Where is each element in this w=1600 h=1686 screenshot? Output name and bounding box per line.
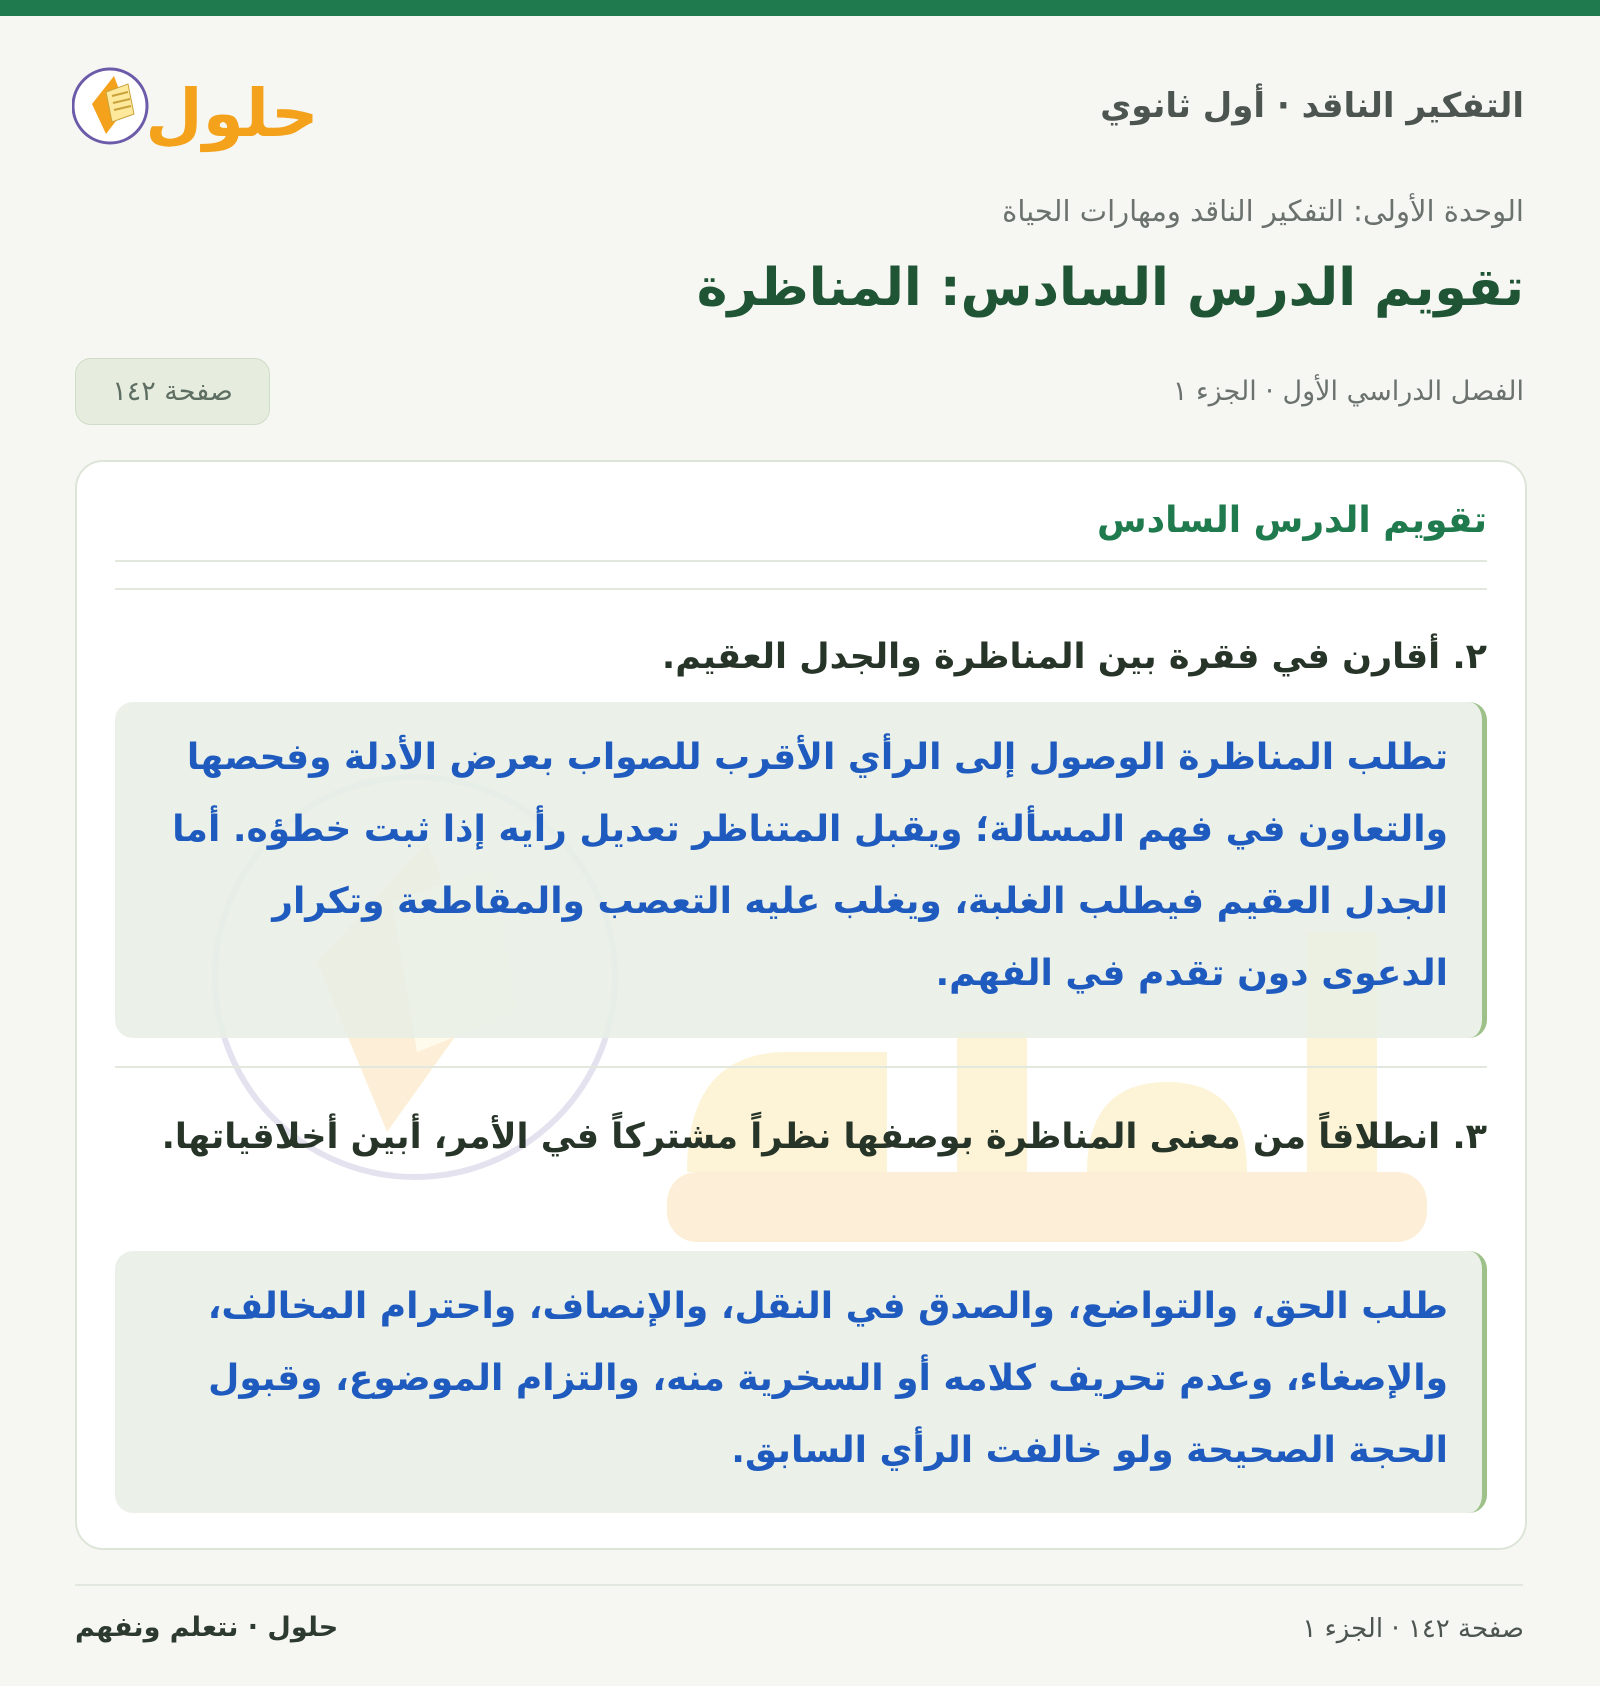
lesson-review-card (75, 460, 1527, 1550)
answer-2: تطلب المناظرة الوصول إلى الرأي الأقرب للصواب بعرض الأدلة وفحصها والتعاون في فهم المسألة؛ ويقبل المتناظر تعديل رأيه إذا ثبت خطؤه. أما الجدل العقيم فيطلب الغلبة، ويغلب عليه التعصب والمقاطعة وتكرار الدعوى دون تقدم في الفهم. (115, 702, 1487, 1038)
course-title: التفكير الناقد · أول ثانوي (1100, 86, 1524, 126)
footer-divider (75, 1584, 1523, 1586)
page-title: تقويم الدرس السادس: المناظرة (696, 258, 1524, 318)
brand-logo (72, 48, 340, 160)
card-title: تقويم الدرس السادس (1096, 500, 1487, 541)
question-2: ٢. أقارن في فقرة بين المناظرة والجدل العقيم. (661, 637, 1487, 677)
semester-info: الفصل الدراسي الأول · الجزء ١ (1172, 376, 1524, 407)
page-number-badge: صفحة ١٤٢ (75, 358, 270, 425)
question-3: ٣. انطلاقاً من معنى المناظرة بوصفها نظراً مشتركاً في الأمر، أبين أخلاقياتها. (161, 1117, 1487, 1157)
logo-wordmark: حلول (145, 75, 319, 152)
footer-tagline: حلول · نتعلم ونفهم (75, 1612, 339, 1643)
title-divider (115, 560, 1487, 562)
top-accent-bar (0, 0, 1600, 16)
section-divider (115, 588, 1487, 590)
unit-subtitle: الوحدة الأولى: التفكير الناقد ومهارات الحياة (1002, 194, 1524, 228)
answer-3: طلب الحق، والتواضع، والصدق في النقل، والإنصاف، واحترام المخالف، والإصغاء، وعدم تحريف كلامه أو السخرية منه، والتزام الموضوع، وقبول الحجة الصحيحة ولو خالفت الرأي السابق. (115, 1251, 1487, 1513)
footer-page-info: صفحة ١٤٢ · الجزء ١ (1302, 1614, 1524, 1644)
question-divider (115, 1066, 1487, 1068)
